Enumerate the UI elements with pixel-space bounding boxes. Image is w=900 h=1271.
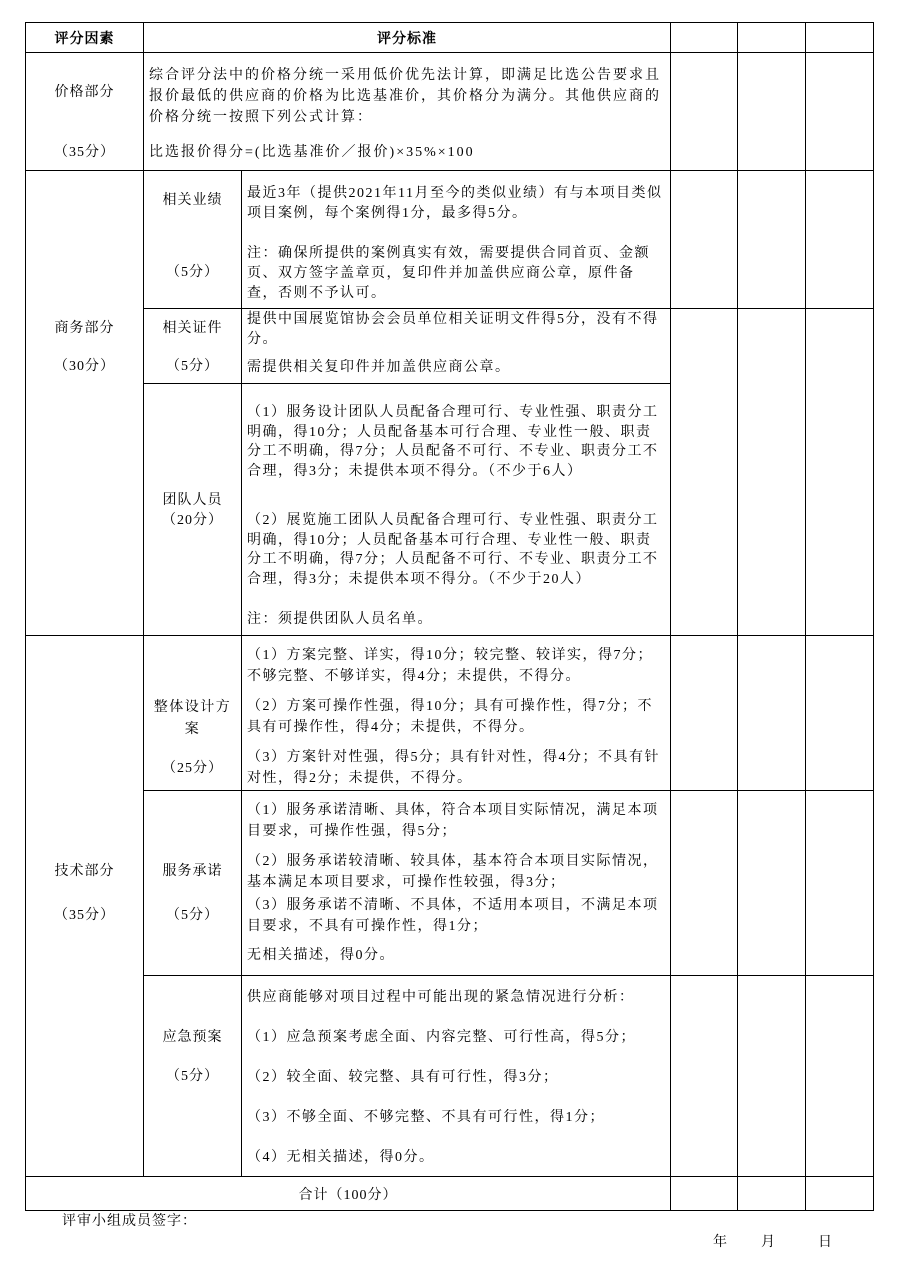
- criteria-line: 明确，得10分；人员配备基本可行合理、专业性一般、职责: [247, 532, 652, 548]
- criteria-line: （1）服务设计团队人员配备合理可行、专业性强、职责分工: [247, 405, 659, 420]
- criteria-line: 目要求，不具有可操作性，得1分；: [247, 918, 488, 934]
- header-criteria-cell: [144, 23, 671, 53]
- price-factor-cell: [26, 53, 144, 171]
- criteria-line: 报价最低的供应商的价格为比选基准价，其价格分为满分。其他供应商的: [149, 89, 661, 104]
- subfactor-name: 团队人员: [162, 493, 223, 508]
- criteria-cell: [242, 976, 671, 1177]
- criteria-paragraph: [247, 896, 670, 937]
- blank-score-cell: [806, 1177, 874, 1211]
- blank-score-cell: [738, 791, 806, 976]
- price-factor-score: （35分）: [54, 145, 115, 160]
- criteria-line: （2）服务承诺较清晰、较具体，基本符合本项目实际情况，: [247, 854, 659, 869]
- criteria-paragraph: [247, 748, 670, 789]
- subfactor-score: （5分）: [166, 1069, 219, 1084]
- criteria-line: 对性，得2分；未提供，不得分。: [247, 770, 473, 786]
- business-factor-name: 商务部分: [54, 321, 115, 336]
- criteria-line: 注：确保所提供的案例真实有效，需要提供合同首页、金额: [247, 246, 650, 261]
- criteria-line: （4）无相关描述，得0分。: [247, 1150, 435, 1165]
- criteria-line: （2）展览施工团队人员配备合理可行、专业性强、职责分工: [247, 513, 659, 528]
- subfactor-cell: [144, 636, 242, 791]
- subfactor-cell: [144, 384, 242, 636]
- price-criteria-cell: [144, 53, 671, 171]
- blank-score-cell: [671, 791, 738, 976]
- criteria-line: （3）不够全面、不够完整、不具有可行性，得1分；: [247, 1110, 605, 1125]
- blank-score-cell: [671, 636, 738, 791]
- business-performance-row: [26, 171, 874, 309]
- criteria-paragraph: [247, 988, 670, 1008]
- criteria-line: 查，否则不予认可。: [247, 286, 387, 301]
- blank-score-cell: [738, 1177, 806, 1211]
- blank-score-cell: [806, 309, 874, 636]
- criteria-line: （2）较全面、较完整、具有可行性，得3分；: [247, 1070, 559, 1085]
- criteria-cell: [242, 309, 671, 384]
- criteria-line: 综合评分法中的价格分统一采用低价优先法计算，即满足比选公告要求且: [149, 68, 661, 83]
- criteria-line: 项目案例，每个案例得1分，最多得5分。: [247, 206, 528, 221]
- business-factor-score: （30分）: [54, 359, 115, 374]
- price-factor-name: 价格部分: [54, 85, 115, 100]
- blank-score-cell: [806, 53, 874, 171]
- criteria-paragraph: [247, 403, 670, 481]
- blank-score-cell: [671, 171, 738, 309]
- date-year-label: 年: [713, 1235, 727, 1250]
- total-cell: [26, 1177, 671, 1211]
- blank-score-cell: [738, 636, 806, 791]
- blank-score-cell: [671, 1177, 738, 1211]
- total-row: [26, 1177, 874, 1211]
- criteria-line: 目要求，可操作性强，得5分；: [247, 823, 457, 839]
- blank-score-cell: [738, 23, 806, 53]
- business-certificate-row: [26, 309, 874, 384]
- technical-design-row: [26, 636, 874, 791]
- criteria-note: [247, 610, 670, 630]
- subfactor-name: 服务承诺: [162, 864, 223, 879]
- criteria-line: 分。: [247, 332, 278, 347]
- blank-score-cell: [806, 171, 874, 309]
- criteria-paragraph: [247, 310, 670, 350]
- subfactor-name: 相关证件: [162, 321, 223, 336]
- criteria-note: [247, 244, 670, 304]
- criteria-cell: [242, 636, 671, 791]
- subfactor-score: （5分）: [166, 908, 219, 923]
- blank-score-cell: [671, 976, 738, 1177]
- blank-score-cell: [671, 309, 738, 636]
- criteria-paragraph: [247, 1108, 670, 1128]
- criteria-cell: [242, 384, 671, 636]
- technical-factor-score: （35分）: [54, 908, 115, 923]
- criteria-paragraph: [247, 1148, 670, 1168]
- criteria-line: 需提供相关复印件并加盖供应商公章。: [247, 360, 511, 375]
- subfactor-name: 相关业绩: [162, 193, 223, 208]
- blank-score-cell: [738, 53, 806, 171]
- price-formula: 比选报价得分=(比选基准价／报价)×35%×100: [149, 145, 475, 160]
- header-row: [26, 23, 874, 53]
- criteria-paragraph: [247, 1028, 670, 1048]
- criteria-line: 提供中国展览馆协会会员单位相关证明文件得5分，没有不得: [247, 312, 659, 327]
- subfactor-name: 整体设计方案: [153, 700, 232, 737]
- criteria-paragraph: [247, 801, 670, 842]
- criteria-line: 具有可操作性，得4分；未提供，不得分。: [247, 719, 535, 735]
- blank-score-cell: [806, 636, 874, 791]
- blank-score-cell: [738, 309, 806, 636]
- criteria-line: （3）服务承诺不清晰、不具体，不适用本项目，不满足本项: [247, 898, 659, 913]
- criteria-line: 无相关描述，得0分。: [247, 948, 395, 963]
- criteria-line: （3）方案针对性强，得5分；具有针对性，得4分；不具有针: [247, 750, 660, 765]
- subfactor-name: 应急预案: [162, 1030, 223, 1045]
- subfactor-score: （5分）: [166, 359, 219, 374]
- subfactor-score: （5分）: [166, 265, 219, 280]
- criteria-line: 价格分统一按照下列公式计算：: [149, 110, 373, 125]
- blank-score-cell: [806, 791, 874, 976]
- criteria-line: 合理，得3分；未提供本项不得分。（不少于20人）: [247, 571, 591, 587]
- criteria-line: （2）方案可操作性强，得10分；具有可操作性，得7分；不: [247, 699, 653, 714]
- header-criteria-label: 评分标准: [377, 31, 437, 47]
- criteria-line: 注：须提供团队人员名单。: [247, 612, 433, 627]
- technical-factor-cell: [26, 636, 144, 1177]
- total-label: 合计（100分）: [298, 1187, 398, 1203]
- header-factor-label: 评分因素: [54, 31, 115, 47]
- blank-score-cell: [671, 23, 738, 53]
- criteria-paragraph: [247, 697, 670, 738]
- date-month-label: 月: [761, 1235, 775, 1250]
- criteria-line: 不够完整、不够详实，得4分；未提供，不得分。: [247, 668, 581, 684]
- blank-score-cell: [738, 976, 806, 1177]
- table-body: [26, 23, 874, 1211]
- criteria-line: （1）服务承诺清晰、具体，符合本项目实际情况，满足本项: [247, 803, 659, 818]
- criteria-line: 分工不明确，得7分；人员配备不可行、不专业、职责分工不: [247, 552, 659, 567]
- criteria-line: 分工不明确，得7分；人员配备不可行、不专业、职责分工不: [247, 444, 659, 459]
- criteria-line: 页、双方签字盖章页，复印件并加盖供应商公章，原件备: [247, 266, 635, 281]
- blank-score-cell: [806, 976, 874, 1177]
- criteria-paragraph: [247, 184, 670, 224]
- technical-emergency-row: [26, 976, 874, 1177]
- criteria-line: 基本满足本项目要求，可操作性较强，得3分；: [247, 874, 566, 890]
- criteria-line: 供应商能够对项目过程中可能出现的紧急情况进行分析：: [247, 990, 635, 1005]
- price-row: [26, 53, 874, 171]
- criteria-paragraph: [247, 1068, 670, 1088]
- date-day-label: 日: [818, 1235, 832, 1250]
- blank-score-cell: [671, 53, 738, 171]
- criteria-paragraph: [247, 358, 670, 378]
- criteria-cell: [242, 791, 671, 976]
- subfactor-score: （20分）: [162, 513, 223, 528]
- technical-service-row: [26, 791, 874, 976]
- criteria-paragraph: [247, 646, 670, 687]
- criteria-line: 合理，得3分；未提供本项不得分。（不少于6人）: [247, 463, 583, 479]
- criteria-line: （1）应急预案考虑全面、内容完整、可行性高，得5分；: [247, 1030, 636, 1045]
- header-factor-cell: [26, 23, 144, 53]
- technical-factor-name: 技术部分: [54, 864, 115, 879]
- subfactor-cell: [144, 791, 242, 976]
- criteria-paragraph: [247, 946, 670, 967]
- subfactor-cell: [144, 976, 242, 1177]
- criteria-cell: [242, 171, 671, 309]
- blank-score-cell: [806, 23, 874, 53]
- criteria-paragraph: [149, 65, 670, 128]
- business-factor-cell: [26, 171, 144, 636]
- subfactor-score: （25分）: [162, 761, 223, 776]
- subfactor-cell: [144, 309, 242, 384]
- scoring-table: [25, 22, 874, 1211]
- criteria-paragraph: [247, 852, 670, 893]
- criteria-line: （1）方案完整、详实，得10分；较完整、较详实，得7分；: [247, 648, 653, 663]
- criteria-paragraph: [247, 511, 670, 589]
- blank-score-cell: [738, 171, 806, 309]
- signature-label: 评审小组成员签字：: [62, 1214, 197, 1229]
- criteria-line: 明确，得10分；人员配备基本可行合理、专业性一般、职责: [247, 424, 652, 440]
- subfactor-cell: [144, 171, 242, 309]
- criteria-line: 最近3年（提供2021年11月至今的类似业绩）有与本项目类似: [247, 186, 663, 201]
